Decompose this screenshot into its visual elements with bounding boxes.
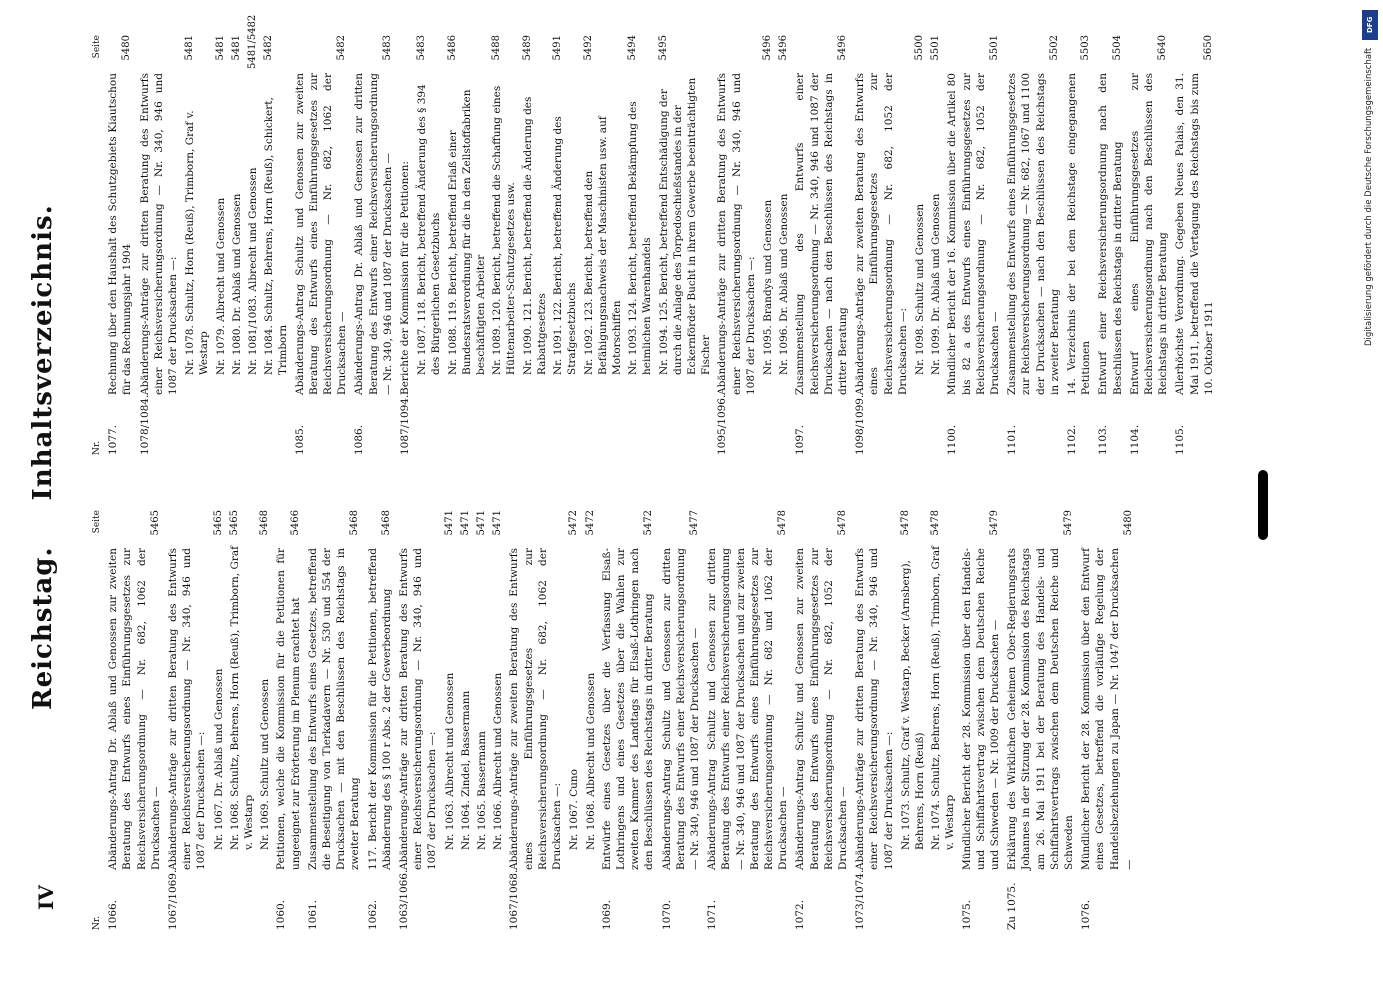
entry-text: Nr. 1091. 122. Bericht, betreffend Änderung des Strafgesetzbuchs: [552, 116, 579, 375]
entry-number: 1067/1069.: [167, 869, 180, 930]
seite-label: Seite: [92, 510, 102, 534]
entry-text: Mündlicher Bericht der 28. Kommission über den Entwurf eines Gesetzes, betreffend die vorläufige Regelung der Handelsbeziehungen zu Japan — Nr. 1047 der Drucksachen —: [1080, 548, 1135, 870]
entry-list: [106, 14, 1216, 455]
index-entry: [1173, 35, 1216, 455]
entry-page: 5471: [492, 510, 504, 536]
entry-text: Nr. 1073. Schultz, Graf v. Westarp, Becker (Arnsberg), Behrens, Horn (Reuß): [899, 560, 926, 850]
entry-text: Abänderungs-Antrag Dr. Ablaß und Genossen zur zweiten Beratung des Entwurfs eines Einführungsgesetzes zur Reichsversicherungsordnung — Nr. 682, 1062 der Drucksachen —: [107, 548, 162, 870]
index-entry: [793, 510, 850, 930]
sub-entry: [777, 35, 791, 455]
left-column: [90, 510, 1139, 930]
entry-text: 14. Verzeichnis der bei dem Reichstage eingegangenen Petitionen: [1066, 73, 1093, 395]
index-entry: [600, 510, 657, 930]
index-entry: [945, 35, 1002, 455]
entry-number: 1062.: [366, 899, 379, 930]
entry-number: 1076.: [1080, 899, 1093, 930]
entry-page: 5465: [212, 510, 224, 536]
index-entry: [106, 510, 163, 930]
entry-number: 1100.: [946, 424, 959, 455]
entry-text: Petitionen, welche die Kommission für die Petitionen für ungeeignet zur Erörterung im Plenum erachtet hat: [275, 548, 302, 870]
entry-page: 5471: [459, 510, 471, 536]
entry-text: 117. Bericht der Kommission für die Petitionen, betreffend Abänderung des § 100 r Abs. 2 der Gewerbeordnung: [366, 548, 393, 870]
entry-page: 5480: [121, 35, 133, 61]
entry-number: 1104.: [1128, 424, 1141, 455]
entry-text: Nr. 1068. Schultz, Behrens, Horn (Reuß), Trimborn, Graf v. Westarp: [228, 545, 256, 850]
entry-page: 5466: [289, 510, 301, 536]
entry-text: Nr. 1092. 123. Bericht, betreffend den Befähigungsnachweis der Maschinisten usw. auf Motorschiffen: [582, 116, 623, 375]
entry-text: Abänderungs-Anträge zur dritten Beratung des Entwurfs einer Reichsversicherungsordnung — Nr. 340, 946 und 1087 der Drucksachen —:: [398, 548, 439, 870]
entry-text: Berichte der Kommission für die Petitionen:: [399, 161, 412, 395]
sub-entry: [521, 35, 549, 455]
entry-page: 5471: [476, 510, 488, 536]
entry-page: 5468: [259, 510, 271, 536]
entry-text: Nr. 1098. Schultz und Genossen: [913, 203, 926, 375]
entry-text: Nr. 1089. 120. Bericht, betreffend die Schaffung eines Hüttenarbeiter-Schutzgesetzes usw.: [491, 85, 518, 375]
entry-text: Nr. 1063. Albrecht und Genossen: [443, 672, 456, 850]
entry-text: Nr. 1080. Dr. Ablaß und Genossen: [230, 193, 243, 375]
sub-entry: [582, 35, 625, 455]
sub-entry: [761, 35, 775, 455]
index-entry: [1079, 510, 1136, 930]
entry-text: Nr. 1088. 119. Bericht, betreffend Erlaß einer Bundesratsverordnung für die in den Zellstoffabriken beschäftigten Arbeiter: [446, 89, 488, 375]
entry-number: 1103.: [1097, 424, 1110, 455]
entry-text: Erklärung des Wirklichen Geheimen Ober-Regierungsrats Johannes in der Sitzung der 28. Kommission des Reichstags am 26. Mai 1911 bei der Beratung des Handels- und Schiffahrtsvertrags zwischen dem Deutschen Reiche und Schweden: [1006, 548, 1075, 870]
entry-number: 1071.: [706, 899, 719, 930]
entry-page: 5479: [1063, 510, 1074, 536]
entry-text: Nr. 1078. Schultz, Horn (Reuß), Trimborn, Graf v. Westarp: [184, 110, 211, 375]
entry-text: Nr. 1084. Schultz, Behrens, Horn (Reuß), Schickert, Trimborn: [263, 97, 290, 375]
entry-text: Abänderungs-Anträge zur zweiten Beratung des Entwurfs eines Einführungsgesetzes zur Reichsversicherungsordnung — Nr. 682, 1052 der Drucksachen —:: [854, 73, 909, 395]
index-entry: [366, 510, 394, 930]
entry-page: 5468: [380, 510, 392, 536]
entry-page: 5492: [582, 35, 594, 61]
entry-page: 5480: [1122, 510, 1134, 536]
entry-page: 5501: [988, 35, 1000, 61]
column-head: [90, 35, 104, 455]
entry-text: Abänderungs-Anträge zur zweiten Beratung des Entwurfs eines Einführungsgesetzes zur Reichsversicherungsordnung — Nr. 682, 1062 der Drucksachen —:: [508, 548, 564, 870]
entry-text: Nr. 1093. 124. Bericht, betreffend Bekämpfung des heimlichen Warenhandels: [627, 101, 654, 375]
entry-page: 5472: [584, 510, 596, 536]
sub-entry: [584, 510, 598, 930]
sub-entry: [459, 510, 473, 930]
sub-entry: [657, 35, 714, 455]
index-entry: [715, 35, 758, 455]
entry-text: Entwurf einer Reichsversicherungsordnung nach den Beschlüssen des Reichstags in dritter Beratung: [1097, 73, 1124, 395]
entry-text: Zusammenstellung des Entwurfs eines Einführungsgesetzes zur Reichsversicherungsordnung — Nr. 682, 1067 und 1100 der Drucksachen — nach den Beschlüssen des Reichstags in zweiter Beratung: [1006, 73, 1061, 395]
index-entry: [705, 510, 790, 930]
title-right: Inhaltsverzeichnis.: [28, 204, 58, 501]
index-entry: [352, 35, 395, 455]
entry-page: 5477: [688, 510, 700, 536]
sub-entry: [626, 35, 654, 455]
entry-page: 5650: [1202, 35, 1214, 61]
entry-number: 1078/1084.: [138, 394, 151, 455]
entry-number: Zu 1075.: [1006, 882, 1019, 930]
entry-number: 1095/1096.: [716, 394, 729, 455]
entry-text: Zusammenstellung des Entwurfs eines Gesetzes, betreffend die Beseitigung von Tierkadavern — Nr. 530 und 554 der Drucksachen — mit den Beschlüssen des Reichstags in zweiter Beratung: [306, 548, 362, 870]
entry-page: 5496: [778, 35, 790, 61]
entry-text: Abänderungs-Anträge zur dritten Beratung des Entwurfs einer Reichsversicherungsordnung — Nr. 340, 946 und 1087 der Drucksachen —:: [138, 73, 180, 395]
entry-page: 5472: [568, 510, 580, 536]
entry-text: Nr. 1068. Albrecht und Genossen: [584, 672, 597, 850]
sub-entry: [230, 35, 244, 455]
entry-text: Nr. 1090. 121. Bericht, betreffend die Änderung des Rabattgesetzes: [521, 96, 548, 375]
entry-text: Zusammenstellung des Entwurfs einer Reichsversicherungsordnung — Nr. 340, 946 und 1087 der Drucksachen — nach den Beschlüssen des Reichstags in dritter Beratung: [794, 73, 849, 395]
seite-label: Seite: [92, 35, 102, 59]
entry-page: 5483: [416, 35, 428, 61]
entry-text: Abänderungs-Anträge zur dritten Beratung des Entwurfs einer Reichsversicherungsordnung — Nr. 340, 946 und 1087 der Drucksachen —:: [167, 548, 208, 870]
index-entry: [853, 510, 896, 930]
index-entry: [1005, 510, 1076, 930]
index-entry: [166, 510, 209, 930]
entry-page: 5489: [521, 35, 533, 61]
index-entry: [397, 510, 440, 930]
right-column: [90, 14, 1219, 455]
entry-list: [106, 510, 1136, 930]
entry-text: Abänderungs-Antrag Dr. Ablaß und Genossen zur dritten Beratung des Entwurfs einer Reichsversicherungsordnung — Nr. 340, 946 und 1087 der Drucksachen —: [353, 73, 394, 395]
entry-page: 5482: [336, 35, 348, 61]
entry-page: 5471: [443, 510, 455, 536]
entry-text: Nr. 1066. Albrecht und Genossen: [492, 672, 505, 850]
entry-page: 5494: [627, 35, 639, 61]
entry-text: Nr. 1095. Brandys und Genossen: [761, 199, 774, 375]
entry-number: 1105.: [1174, 424, 1187, 455]
entry-text: Nr. 1081/1083. Albrecht und Genossen: [247, 167, 260, 375]
index-entry: [1128, 35, 1171, 455]
sub-entry: [913, 35, 927, 455]
index-entry: [1065, 35, 1093, 455]
entry-page: 5472: [643, 510, 655, 536]
entry-text: Allerhöchste Verordnung. Gegeben Neues Palais, den 31. Mai 1911, betreffend die Vertagung des Reichstags bis zum 10. Oktober 1911: [1174, 73, 1215, 395]
running-head: [28, 40, 68, 960]
entry-text: Mündlicher Bericht der 28. Kommission über den Handels- und Schiffahrtsvertrag zwischen dem Deutschen Reiche und Schweden — Nr. 1009 der Drucksachen —: [960, 548, 1001, 870]
sub-entry: [567, 510, 581, 930]
entry-page: 5481: [184, 35, 196, 61]
entry-page: 5500: [913, 35, 925, 61]
entry-number: 1102.: [1066, 424, 1078, 455]
entry-page: 5482: [263, 35, 275, 61]
sub-entry: [183, 35, 211, 455]
entry-text: Entwürfe eines Gesetzes über die Verfassung Elsaß-Lothringens und eines Gesetzes über die Wahlen zur zweiten Kammer des Landtags für Elsaß-Lothringen nach den Beschlüssen des Reichstags in dritter Beratung: [600, 548, 656, 870]
entry-page: 5481: [230, 35, 242, 61]
entry-page: 5501: [930, 35, 942, 61]
sub-entry: [899, 510, 927, 930]
page-number: IV: [34, 885, 58, 910]
entry-page: 5504: [1111, 35, 1123, 61]
entry-page: 5468: [349, 510, 361, 536]
entry-page: 5488: [491, 35, 503, 61]
entry-page: 5478: [899, 510, 911, 536]
entry-text: Abänderungs-Anträge zur dritten Beratung des Entwurfs einer Reichsversicherungsordnung — Nr. 340, 946 und 1087 der Drucksachen —:: [716, 73, 757, 395]
entry-page: 5503: [1080, 35, 1092, 61]
sub-entry: [551, 35, 579, 455]
entry-text: Nr. 1079. Albrecht und Genossen: [214, 197, 227, 375]
sub-entry: [490, 35, 518, 455]
entry-number: 1067/1068.: [508, 869, 521, 930]
entry-number: 1070.: [660, 899, 673, 930]
entry-number: 1101.: [1006, 424, 1019, 455]
entry-page: 5481: [214, 35, 226, 61]
entry-text: Nr. 1074. Schultz, Behrens, Horn (Reuß), Trimborn, Graf v. Westarp: [930, 545, 957, 850]
entry-text: Abänderungs-Antrag Schultz und Genossen zur zweiten Beratung des Entwurfs eines Einführungsgesetzes zur Reichsversicherungsordnung — Nr. 682, 1052 der Drucksachen —: [794, 548, 849, 870]
entry-number: 1061.: [306, 899, 319, 930]
sub-entry: [475, 510, 489, 930]
entry-page: 5483: [381, 35, 393, 61]
page-title: [28, 110, 58, 710]
index-entry: [660, 510, 703, 930]
entry-page: 5502: [1048, 35, 1060, 61]
entry-number: 1098/1099.: [854, 394, 867, 455]
index-entry: [1096, 35, 1124, 455]
entry-text: Abänderungs-Anträge zur dritten Beratung des Entwurfs einer Reichsversicherungsordnung — Nr. 340, 946 und 1087 der Drucksachen —:: [854, 548, 895, 870]
dfg-logo: DFG: [1362, 10, 1378, 40]
column-head: [90, 510, 104, 930]
entry-page: 5478: [930, 510, 942, 536]
entry-page: 5479: [988, 510, 1000, 536]
index-entry: [306, 510, 363, 930]
entry-page: 5491: [552, 35, 564, 61]
entry-text: Nr. 1094. 125. Bericht, betreffend Entschädigung der durch die Anlage des Torpedoschießstandes in der Eckernförder Bucht in ihrem Gewerbe beeinträchtigten Fischer: [657, 77, 713, 375]
index-entry: [960, 510, 1003, 930]
entry-text: Nr. 1099. Dr. Ablaß und Genossen: [930, 193, 943, 375]
entry-text: Abänderungs-Antrag Schultz und Genossen zur dritten Beratung des Entwurfs einer Reichsversicherungsordnung — Nr. 340, 946 und 1087 der Drucksachen —: [660, 548, 701, 870]
entry-page: 5486: [446, 35, 458, 61]
entry-text: Mündlicher Bericht der 16. Kommission über die Artikel 80 bis 82 a des Entwurfs eines Einführungsgesetzes zur Reichsversicherungsordnung — Nr. 682, 1052 der Drucksachen —: [946, 73, 1001, 395]
sub-entry: [491, 510, 505, 930]
sub-entry: [258, 510, 272, 930]
sub-entry: [246, 14, 260, 455]
entry-page: 5478: [836, 510, 848, 536]
entry-number: 1097.: [794, 424, 807, 455]
entry-number: 1087/1094.: [399, 394, 412, 455]
entry-text: Nr. 1087. 118. Bericht, betreffend Änderung des § 394 des Bürgerlichen Gesetzbuchs: [416, 84, 443, 375]
entry-number: 1077.: [107, 424, 120, 455]
index-entry: [398, 35, 412, 455]
entry-number: 1086.: [353, 424, 366, 455]
sub-entry: [262, 35, 290, 455]
entry-number: 1063/1066.: [398, 869, 411, 930]
entry-page: 5496: [836, 35, 848, 61]
sub-entry: [415, 35, 443, 455]
digitization-credit: Digitalisierung gefördert durch die Deutsche Forschungsgemeinschaft: [1364, 48, 1374, 347]
index-entry: [106, 35, 134, 455]
index-entry: [507, 510, 564, 930]
entry-text: Abänderungs-Antrag Schultz und Genossen zur zweiten Beratung des Entwurfs eines Einführungsgesetzes zur Reichsversicherungsordnung — Nr. 682, 1062 der Drucksachen —: [293, 73, 349, 395]
entry-page: 5495: [657, 35, 669, 61]
entry-text: Nr. 1096. Dr. Ablaß und Genossen: [778, 193, 791, 375]
index-entry: [1005, 35, 1062, 455]
sub-entry: [929, 510, 957, 930]
index-entry: [138, 35, 181, 455]
entry-text: Nr. 1067. Cuno: [568, 768, 581, 850]
entry-number: 1075.: [960, 899, 973, 930]
entry-number: 1060.: [275, 899, 288, 930]
entry-number: 1069.: [600, 899, 613, 930]
entry-text: Nr. 1064. Zindel, Bassermann: [459, 690, 472, 850]
entry-number: 1085.: [293, 424, 306, 455]
entry-page: 5478: [777, 510, 789, 536]
sub-entry: [212, 510, 226, 930]
index-entry: [274, 510, 302, 930]
entry-page: 5465: [228, 510, 240, 536]
entry-number: 1066.: [107, 899, 120, 930]
entry-text: Entwurf eines Einführungsgesetzes zur Reichsversicherungsordnung nach den Beschlüssen des Reichstags in dritter Beratung: [1128, 73, 1170, 395]
entry-number: 1072.: [794, 899, 807, 930]
entry-number: 1073/1074.: [854, 869, 867, 930]
entry-text: Nr. 1067. Dr. Ablaß und Genossen: [212, 668, 225, 850]
entry-page: 5640: [1157, 35, 1169, 61]
binding-mark: [1258, 470, 1268, 540]
entry-text: Nr. 1065. Bassermann: [476, 731, 489, 850]
entry-text: Rechnung über den Haushalt des Schutzgebiets Kiautschou für das Rechnungsjahr 1904: [107, 73, 134, 395]
sub-entry: [443, 510, 457, 930]
sub-entry: [214, 35, 228, 455]
title-left: Reichstag.: [28, 546, 58, 710]
sub-entry: [929, 35, 943, 455]
nr-label: Nr.: [92, 915, 102, 930]
entry-page: 5481/5482: [247, 14, 259, 69]
sub-entry: [446, 35, 489, 455]
entry-text: Abänderungs-Antrag Schultz und Genossen zur dritten Beratung des Entwurfs einer Reichsversicherungsordnung — Nr. 340, 946 und 1087 der Drucksachen und zur zweiten Beratung des Entwurfs eines Einführungsgesetzes zur Reichsversicherungsordnung — Nr. 682 und 1062 der Drucksachen —: [706, 548, 790, 870]
entry-page: 5496: [761, 35, 773, 61]
entry-text: Nr. 1069. Schultz und Genossen: [259, 678, 272, 850]
entry-page: 5465: [149, 510, 161, 536]
sub-entry: [228, 510, 256, 930]
nr-label: Nr.: [92, 440, 102, 455]
index-entry: [793, 35, 850, 455]
index-entry: [293, 35, 350, 455]
index-entry: [853, 35, 910, 455]
